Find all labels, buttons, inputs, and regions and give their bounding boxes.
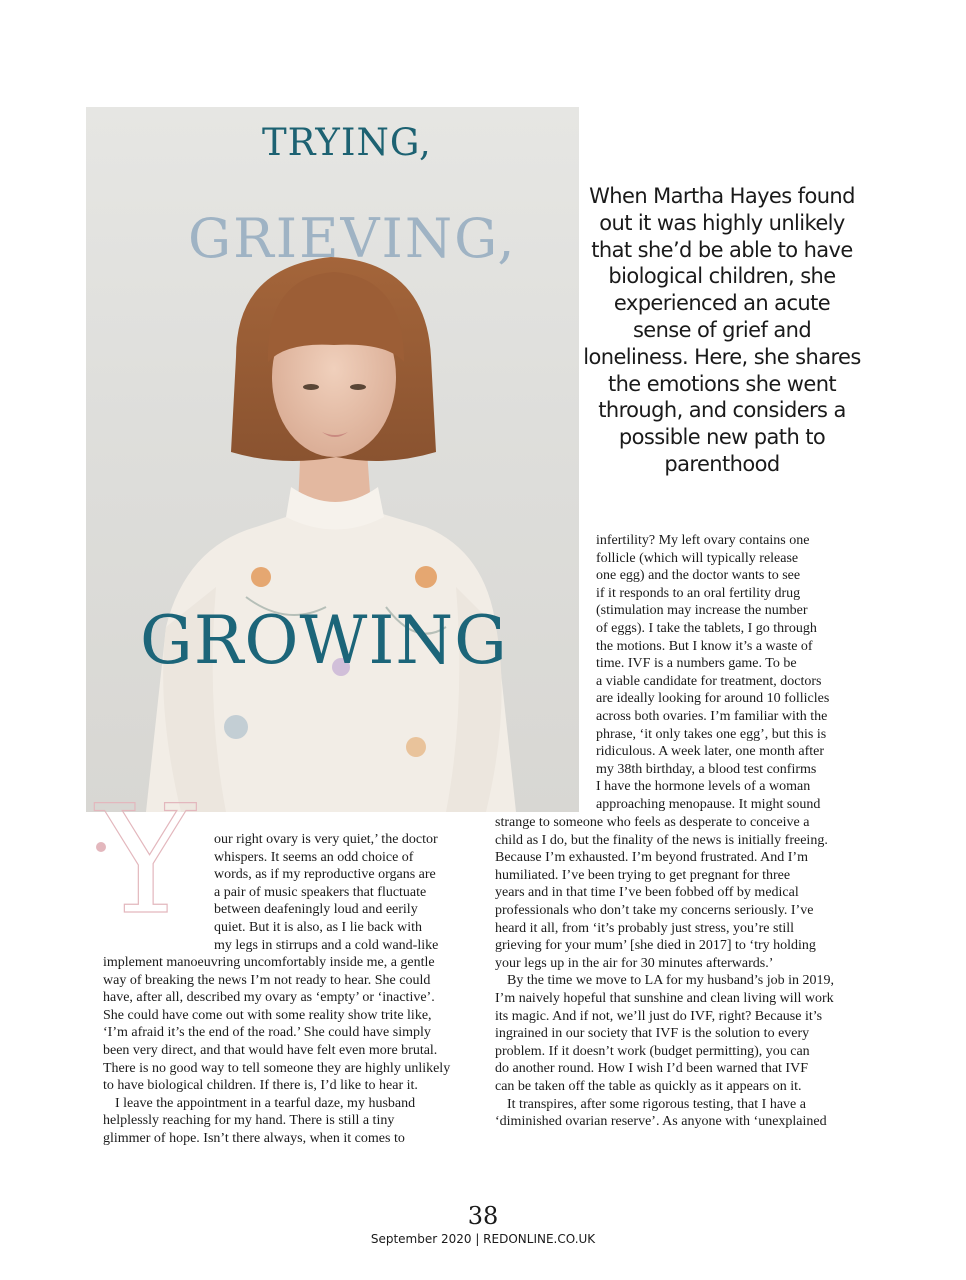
text-line: my legs in stirrups and a cold wand-like <box>214 937 439 953</box>
text-line: years and in that time I’ve been fobbed off by medical <box>495 885 799 901</box>
text-line: follicle (which will typically release <box>596 550 799 566</box>
text-line: one egg) and the doctor wants to see <box>596 568 801 584</box>
text-line: have, after all, described my ovary as ‘empty’ or ‘inactive’. <box>103 990 435 1006</box>
text-line: There is no good way to tell someone they are highly unlikely <box>103 1060 451 1076</box>
text-line: do another round. How I wish I’d been warned that IVF <box>495 1061 808 1077</box>
text-line: It transpires, after some rigorous testing, that I have a <box>507 1096 806 1112</box>
left-column-top <box>214 831 438 954</box>
text-line: across both ovaries. I’m familiar with the <box>596 708 828 724</box>
text-line: a pair of music speakers that fluctuate <box>214 884 427 900</box>
right-column-top <box>596 532 829 814</box>
text-line: child as I do, but the finality of the news is initially freeing. <box>495 832 828 848</box>
headline-line-1: TRYING, <box>262 121 432 164</box>
text-line: our right ovary is very quiet,’ the doctor <box>214 832 438 847</box>
text-line: whispers. It seems an odd choice of <box>214 849 414 865</box>
text-line: I leave the appointment in a tearful daze, my husband <box>115 1095 416 1111</box>
text-line: way of breaking the news I’m not ready to hear. She could <box>103 972 431 988</box>
text-line: phrase, ‘it only takes one egg’, but this is <box>596 726 827 742</box>
text-line: your legs up in the air for 30 minutes afterwards.’ <box>495 955 774 971</box>
text-line: my 38th birthday, a blood test confirms <box>596 761 817 777</box>
text-line: I have the hormone levels of a woman <box>596 779 811 795</box>
text-line: ‘diminished ovarian reserve’. As anyone with ‘unexplained <box>495 1114 827 1130</box>
text-line: to have biological children. If there is, I’d like to hear it. <box>103 1078 418 1094</box>
text-line: quiet. But it is also, as I lie back with <box>214 919 423 935</box>
headline-line-2: GRIEVING, <box>188 207 517 270</box>
right-column-bottom <box>495 814 834 1131</box>
text-line: humiliated. I’ve been trying to get pregnant for three <box>495 867 791 883</box>
text-line: approaching menopause. It might sound <box>596 796 821 812</box>
text-line: infertility? My left ovary contains one <box>596 533 810 548</box>
text-line: ‘I’m afraid it’s the end of the road.’ She could have simply <box>103 1025 431 1041</box>
text-line: if it responds to an oral fertility drug <box>596 585 801 601</box>
text-line: words, as if my reproductive organs are <box>214 867 436 883</box>
text-line: between deafeningly loud and eerily <box>214 902 418 918</box>
text-line: been very direct, and that would have felt even more brutal. <box>103 1042 438 1058</box>
text-line: ridiculous. A week later, one month after <box>596 744 825 760</box>
footer-issue-site: September 2020 | REDONLINE.CO.UK <box>370 1232 596 1246</box>
text-line: helplessly reaching for my hand. There is still a tiny <box>103 1113 395 1129</box>
text-line: problem. If it doesn’t work (budget permitting), you can <box>495 1043 810 1059</box>
text-line: Because I’m exhausted. I’m beyond frustrated. And I’m <box>495 850 808 866</box>
text-line: the motions. But I know it’s a waste of <box>596 638 813 654</box>
text-line: professionals who don’t take my concerns seriously. I’ve <box>495 902 814 918</box>
headline-line-3: GROWING <box>140 602 508 679</box>
text-line: are ideally looking for around 10 follicles <box>596 691 830 707</box>
text-line: By the time we move to LA for my husband’s job in 2019, <box>507 973 835 989</box>
text-line: of eggs). I take the tablets, I go through <box>596 620 817 636</box>
text-line: time. IVF is a numbers game. To be <box>596 656 797 672</box>
drop-cap-letter: Y <box>96 774 196 948</box>
text-line: its magic. And if not, we’ll just do IVF, right? Because it’s <box>495 1008 823 1024</box>
text-line: ingrained in our society that IVF is the solution to every <box>495 1026 810 1042</box>
text-line: I’m naively hopeful that sunshine and clean living will work <box>495 990 834 1006</box>
text-line: heard it all, from ‘it’s probably just stress, you’re still <box>495 920 795 936</box>
page-number: 38 <box>467 1202 499 1230</box>
text-line: grieving for your mum’ [she died in 2017] to ‘try holding <box>495 938 816 954</box>
drop-cap <box>96 774 216 952</box>
text-line: implement manoeuvring uncomfortably inside me, a gentle <box>103 955 435 970</box>
text-line: (stimulation may increase the number <box>596 603 808 619</box>
text-line: can be taken off the table as quickly as it appears on it. <box>495 1078 802 1094</box>
text-line: glimmer of hope. Isn’t there always, when it comes to <box>103 1130 405 1146</box>
text-line: a viable candidate for treatment, doctors <box>596 673 822 689</box>
standfirst: When Martha Hayes found out it was highly unlikely that she’d be able to have biological children, she experienced an acute sense of grief and loneliness. Here, she shares the emotions she went through, and considers a possible new path to parenthood <box>583 184 861 476</box>
text-line: She could have come out with some reality show trite like, <box>103 1007 432 1023</box>
text-line: strange to someone who feels as desperate to conceive a <box>495 815 810 830</box>
left-column-bottom <box>103 954 450 1148</box>
